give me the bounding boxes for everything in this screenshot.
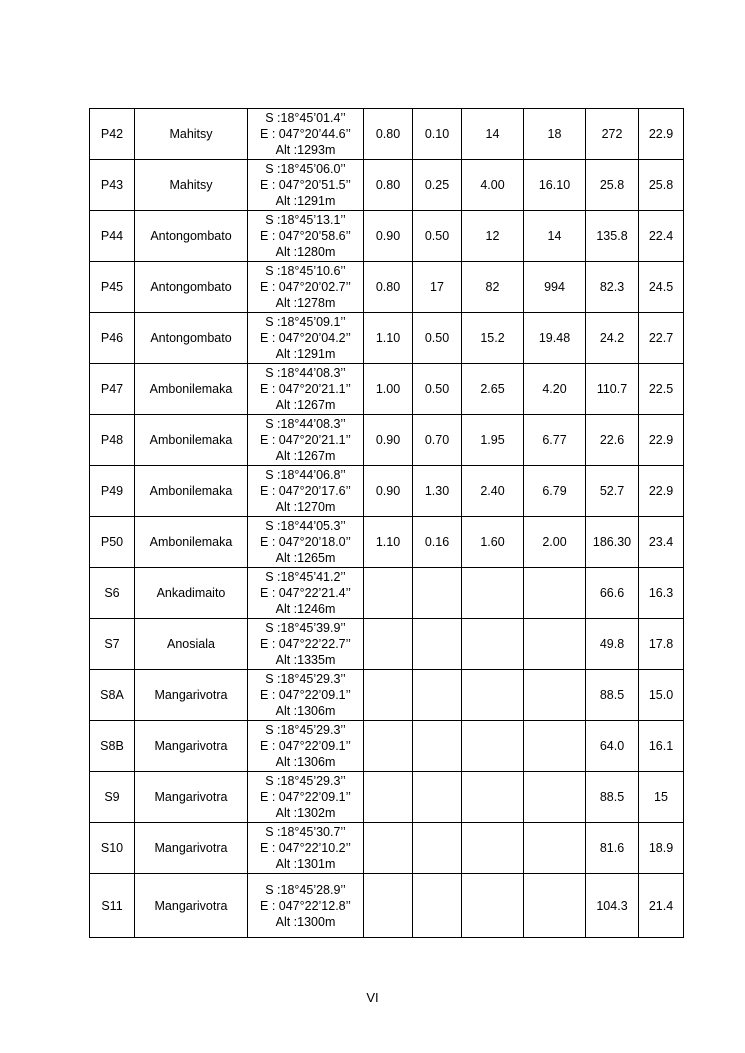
coordinates-cell — [248, 619, 364, 670]
latitude-text: S :18°45’29.3’’ — [265, 723, 346, 737]
value-cell-5: 88.5 — [586, 772, 639, 823]
table-row — [90, 568, 684, 619]
latitude-text: S :18°45’30.7’’ — [265, 825, 346, 839]
coordinates-cell — [248, 109, 364, 160]
longitude-text: E : 047°20’51.5’’ — [260, 178, 351, 192]
value-cell-2 — [413, 670, 462, 721]
sample-id-cell: P50 — [90, 517, 135, 568]
site-name-cell: Antongombato — [135, 262, 248, 313]
site-name-cell: Ambonilemaka — [135, 466, 248, 517]
value-cell-3: 82 — [462, 262, 524, 313]
site-name-cell: Mahitsy — [135, 160, 248, 211]
value-cell-3: 2.40 — [462, 466, 524, 517]
longitude-text: E : 047°20’58.6’’ — [260, 229, 351, 243]
table-row — [90, 262, 684, 313]
table-row — [90, 721, 684, 772]
table-body — [90, 109, 684, 938]
coordinates-cell — [248, 313, 364, 364]
value-cell-1 — [364, 568, 413, 619]
latitude-text: S :18°45’06.0’’ — [265, 162, 346, 176]
value-cell-1 — [364, 874, 413, 938]
sample-id-cell: P49 — [90, 466, 135, 517]
site-name-cell: Antongombato — [135, 211, 248, 262]
value-cell-6: 16.1 — [639, 721, 684, 772]
table-row — [90, 415, 684, 466]
value-cell-4: 6.77 — [524, 415, 586, 466]
altitude-text: Alt :1293m — [275, 143, 336, 157]
longitude-text: E : 047°20’04.2’’ — [260, 331, 351, 345]
value-cell-4: 6.79 — [524, 466, 586, 517]
table-row — [90, 874, 684, 938]
value-cell-6: 21.4 — [639, 874, 684, 938]
sample-id-cell: S7 — [90, 619, 135, 670]
table-row — [90, 619, 684, 670]
value-cell-6: 18.9 — [639, 823, 684, 874]
altitude-text: Alt :1301m — [275, 857, 336, 871]
value-cell-5: 104.3 — [586, 874, 639, 938]
value-cell-2 — [413, 772, 462, 823]
value-cell-6: 24.5 — [639, 262, 684, 313]
altitude-text: Alt :1291m — [275, 194, 336, 208]
sample-id-cell: S11 — [90, 874, 135, 938]
value-cell-5: 135.8 — [586, 211, 639, 262]
coordinates-cell — [248, 670, 364, 721]
value-cell-5: 49.8 — [586, 619, 639, 670]
value-cell-5: 25.8 — [586, 160, 639, 211]
value-cell-6: 22.5 — [639, 364, 684, 415]
value-cell-6: 22.4 — [639, 211, 684, 262]
value-cell-6: 25.8 — [639, 160, 684, 211]
site-name-cell: Ambonilemaka — [135, 364, 248, 415]
sample-id-cell: S9 — [90, 772, 135, 823]
latitude-text: S :18°45’29.3’’ — [265, 774, 346, 788]
site-name-cell: Ambonilemaka — [135, 517, 248, 568]
altitude-text: Alt :1246m — [275, 602, 336, 616]
value-cell-3 — [462, 619, 524, 670]
site-name-cell: Ambonilemaka — [135, 415, 248, 466]
latitude-text: S :18°45’29.3’’ — [265, 672, 346, 686]
sample-id-cell: P45 — [90, 262, 135, 313]
latitude-text: S :18°45’09.1’’ — [265, 315, 346, 329]
value-cell-1: 0.80 — [364, 262, 413, 313]
value-cell-5: 24.2 — [586, 313, 639, 364]
coordinates-cell — [248, 364, 364, 415]
page-number: VI — [366, 990, 379, 1005]
value-cell-1: 0.90 — [364, 415, 413, 466]
longitude-text: E : 047°22’10.2’’ — [260, 841, 351, 855]
value-cell-4: 4.20 — [524, 364, 586, 415]
coordinates-cell — [248, 466, 364, 517]
value-cell-2: 17 — [413, 262, 462, 313]
coordinates-cell — [248, 721, 364, 772]
table-row — [90, 160, 684, 211]
value-cell-4 — [524, 772, 586, 823]
value-cell-2: 0.50 — [413, 364, 462, 415]
altitude-text: Alt :1300m — [275, 914, 336, 929]
value-cell-4: 14 — [524, 211, 586, 262]
value-cell-4: 18 — [524, 109, 586, 160]
value-cell-3: 1.60 — [462, 517, 524, 568]
value-cell-4 — [524, 823, 586, 874]
value-cell-4 — [524, 619, 586, 670]
value-cell-3: 4.00 — [462, 160, 524, 211]
value-cell-5: 22.6 — [586, 415, 639, 466]
site-name-cell: Antongombato — [135, 313, 248, 364]
value-cell-5: 66.6 — [586, 568, 639, 619]
value-cell-1: 0.90 — [364, 466, 413, 517]
altitude-text: Alt :1280m — [275, 245, 336, 259]
longitude-text: E : 047°20’44.6’’ — [260, 127, 351, 141]
latitude-text: S :18°44’08.3’’ — [265, 366, 346, 380]
longitude-text: E : 047°22’21.4’’ — [260, 586, 351, 600]
value-cell-5: 82.3 — [586, 262, 639, 313]
value-cell-1 — [364, 823, 413, 874]
value-cell-6: 22.9 — [639, 466, 684, 517]
table-row — [90, 211, 684, 262]
coordinates-cell — [248, 160, 364, 211]
table-row — [90, 313, 684, 364]
value-cell-1 — [364, 772, 413, 823]
value-cell-2 — [413, 874, 462, 938]
latitude-text: S :18°45’01.4’’ — [265, 111, 346, 125]
value-cell-6: 17.8 — [639, 619, 684, 670]
value-cell-5: 52.7 — [586, 466, 639, 517]
table-row — [90, 670, 684, 721]
sample-id-cell: P47 — [90, 364, 135, 415]
value-cell-1: 1.10 — [364, 313, 413, 364]
longitude-text: E : 047°20’21.1’’ — [260, 433, 351, 447]
altitude-text: Alt :1302m — [275, 806, 336, 820]
site-name-cell: Ankadimaito — [135, 568, 248, 619]
latitude-text: S :18°45’10.6’’ — [265, 264, 346, 278]
latitude-text: S :18°45’39.9’’ — [265, 621, 346, 635]
table-row — [90, 772, 684, 823]
coordinates-cell — [248, 772, 364, 823]
longitude-text: E : 047°20’17.6’’ — [260, 484, 351, 498]
table-row — [90, 466, 684, 517]
value-cell-6: 22.9 — [639, 109, 684, 160]
value-cell-5: 272 — [586, 109, 639, 160]
value-cell-6: 16.3 — [639, 568, 684, 619]
coordinates-cell — [248, 415, 364, 466]
longitude-text: E : 047°22’12.8’’ — [260, 898, 351, 913]
site-name-cell: Mangarivotra — [135, 721, 248, 772]
sample-id-cell: S8A — [90, 670, 135, 721]
value-cell-6: 15 — [639, 772, 684, 823]
value-cell-3 — [462, 874, 524, 938]
value-cell-2: 0.16 — [413, 517, 462, 568]
longitude-text: E : 047°22’09.1’’ — [260, 790, 351, 804]
altitude-text: Alt :1267m — [275, 449, 336, 463]
table-row — [90, 517, 684, 568]
altitude-text: Alt :1335m — [275, 653, 336, 667]
value-cell-5: 64.0 — [586, 721, 639, 772]
value-cell-1: 0.80 — [364, 160, 413, 211]
altitude-text: Alt :1267m — [275, 398, 336, 412]
sample-id-cell: S8B — [90, 721, 135, 772]
coordinates-cell — [248, 874, 364, 938]
value-cell-2: 0.50 — [413, 211, 462, 262]
value-cell-1 — [364, 619, 413, 670]
table-row — [90, 364, 684, 415]
site-name-cell: Mangarivotra — [135, 772, 248, 823]
site-name-cell: Mangarivotra — [135, 670, 248, 721]
site-name-cell: Anosiala — [135, 619, 248, 670]
longitude-text: E : 047°20’02.7’’ — [260, 280, 351, 294]
longitude-text: E : 047°20’21.1’’ — [260, 382, 351, 396]
value-cell-3: 15.2 — [462, 313, 524, 364]
value-cell-4 — [524, 721, 586, 772]
value-cell-4: 19.48 — [524, 313, 586, 364]
value-cell-1 — [364, 721, 413, 772]
sample-id-cell: P44 — [90, 211, 135, 262]
sample-id-cell: P46 — [90, 313, 135, 364]
sample-id-cell: P48 — [90, 415, 135, 466]
value-cell-3: 14 — [462, 109, 524, 160]
sample-id-cell: P42 — [90, 109, 135, 160]
coordinates-cell — [248, 211, 364, 262]
value-cell-3 — [462, 823, 524, 874]
value-cell-2: 0.25 — [413, 160, 462, 211]
value-cell-1: 1.10 — [364, 517, 413, 568]
value-cell-5: 186.30 — [586, 517, 639, 568]
value-cell-5: 110.7 — [586, 364, 639, 415]
altitude-text: Alt :1270m — [275, 500, 336, 514]
value-cell-3 — [462, 670, 524, 721]
value-cell-3 — [462, 772, 524, 823]
value-cell-1: 0.80 — [364, 109, 413, 160]
value-cell-2: 0.50 — [413, 313, 462, 364]
value-cell-3: 1.95 — [462, 415, 524, 466]
value-cell-4 — [524, 568, 586, 619]
sample-id-cell: P43 — [90, 160, 135, 211]
coordinates-cell — [248, 823, 364, 874]
altitude-text: Alt :1306m — [275, 704, 336, 718]
sample-id-cell: S6 — [90, 568, 135, 619]
latitude-text: S :18°45’28.9’’ — [265, 882, 346, 897]
value-cell-4 — [524, 874, 586, 938]
value-cell-3: 2.65 — [462, 364, 524, 415]
latitude-text: S :18°44’05.3’’ — [265, 519, 346, 533]
site-name-cell: Mangarivotra — [135, 874, 248, 938]
value-cell-4 — [524, 670, 586, 721]
value-cell-3 — [462, 568, 524, 619]
value-cell-3 — [462, 721, 524, 772]
altitude-text: Alt :1265m — [275, 551, 336, 565]
value-cell-2: 0.10 — [413, 109, 462, 160]
altitude-text: Alt :1306m — [275, 755, 336, 769]
value-cell-4: 16.10 — [524, 160, 586, 211]
value-cell-2: 0.70 — [413, 415, 462, 466]
site-name-cell: Mahitsy — [135, 109, 248, 160]
coordinates-cell — [248, 568, 364, 619]
table-row — [90, 823, 684, 874]
value-cell-4: 994 — [524, 262, 586, 313]
altitude-text: Alt :1278m — [275, 296, 336, 310]
data-table — [89, 108, 684, 938]
value-cell-6: 22.7 — [639, 313, 684, 364]
value-cell-2 — [413, 721, 462, 772]
longitude-text: E : 047°22’09.1’’ — [260, 688, 351, 702]
altitude-text: Alt :1291m — [275, 347, 336, 361]
value-cell-1: 1.00 — [364, 364, 413, 415]
value-cell-3: 12 — [462, 211, 524, 262]
value-cell-5: 81.6 — [586, 823, 639, 874]
value-cell-4: 2.00 — [524, 517, 586, 568]
value-cell-2 — [413, 619, 462, 670]
value-cell-2 — [413, 823, 462, 874]
coordinates-cell — [248, 517, 364, 568]
latitude-text: S :18°44’08.3’’ — [265, 417, 346, 431]
latitude-text: S :18°45’13.1’’ — [265, 213, 346, 227]
value-cell-6: 22.9 — [639, 415, 684, 466]
value-cell-2 — [413, 568, 462, 619]
value-cell-1: 0.90 — [364, 211, 413, 262]
longitude-text: E : 047°22’09.1’’ — [260, 739, 351, 753]
latitude-text: S :18°44’06.8’’ — [265, 468, 346, 482]
coordinates-cell — [248, 262, 364, 313]
longitude-text: E : 047°22’22.7’’ — [260, 637, 351, 651]
longitude-text: E : 047°20’18.0’’ — [260, 535, 351, 549]
value-cell-6: 15.0 — [639, 670, 684, 721]
value-cell-1 — [364, 670, 413, 721]
sample-id-cell: S10 — [90, 823, 135, 874]
site-name-cell: Mangarivotra — [135, 823, 248, 874]
table-row — [90, 109, 684, 160]
value-cell-5: 88.5 — [586, 670, 639, 721]
value-cell-6: 23.4 — [639, 517, 684, 568]
latitude-text: S :18°45’41.2’’ — [265, 570, 346, 584]
value-cell-2: 1.30 — [413, 466, 462, 517]
